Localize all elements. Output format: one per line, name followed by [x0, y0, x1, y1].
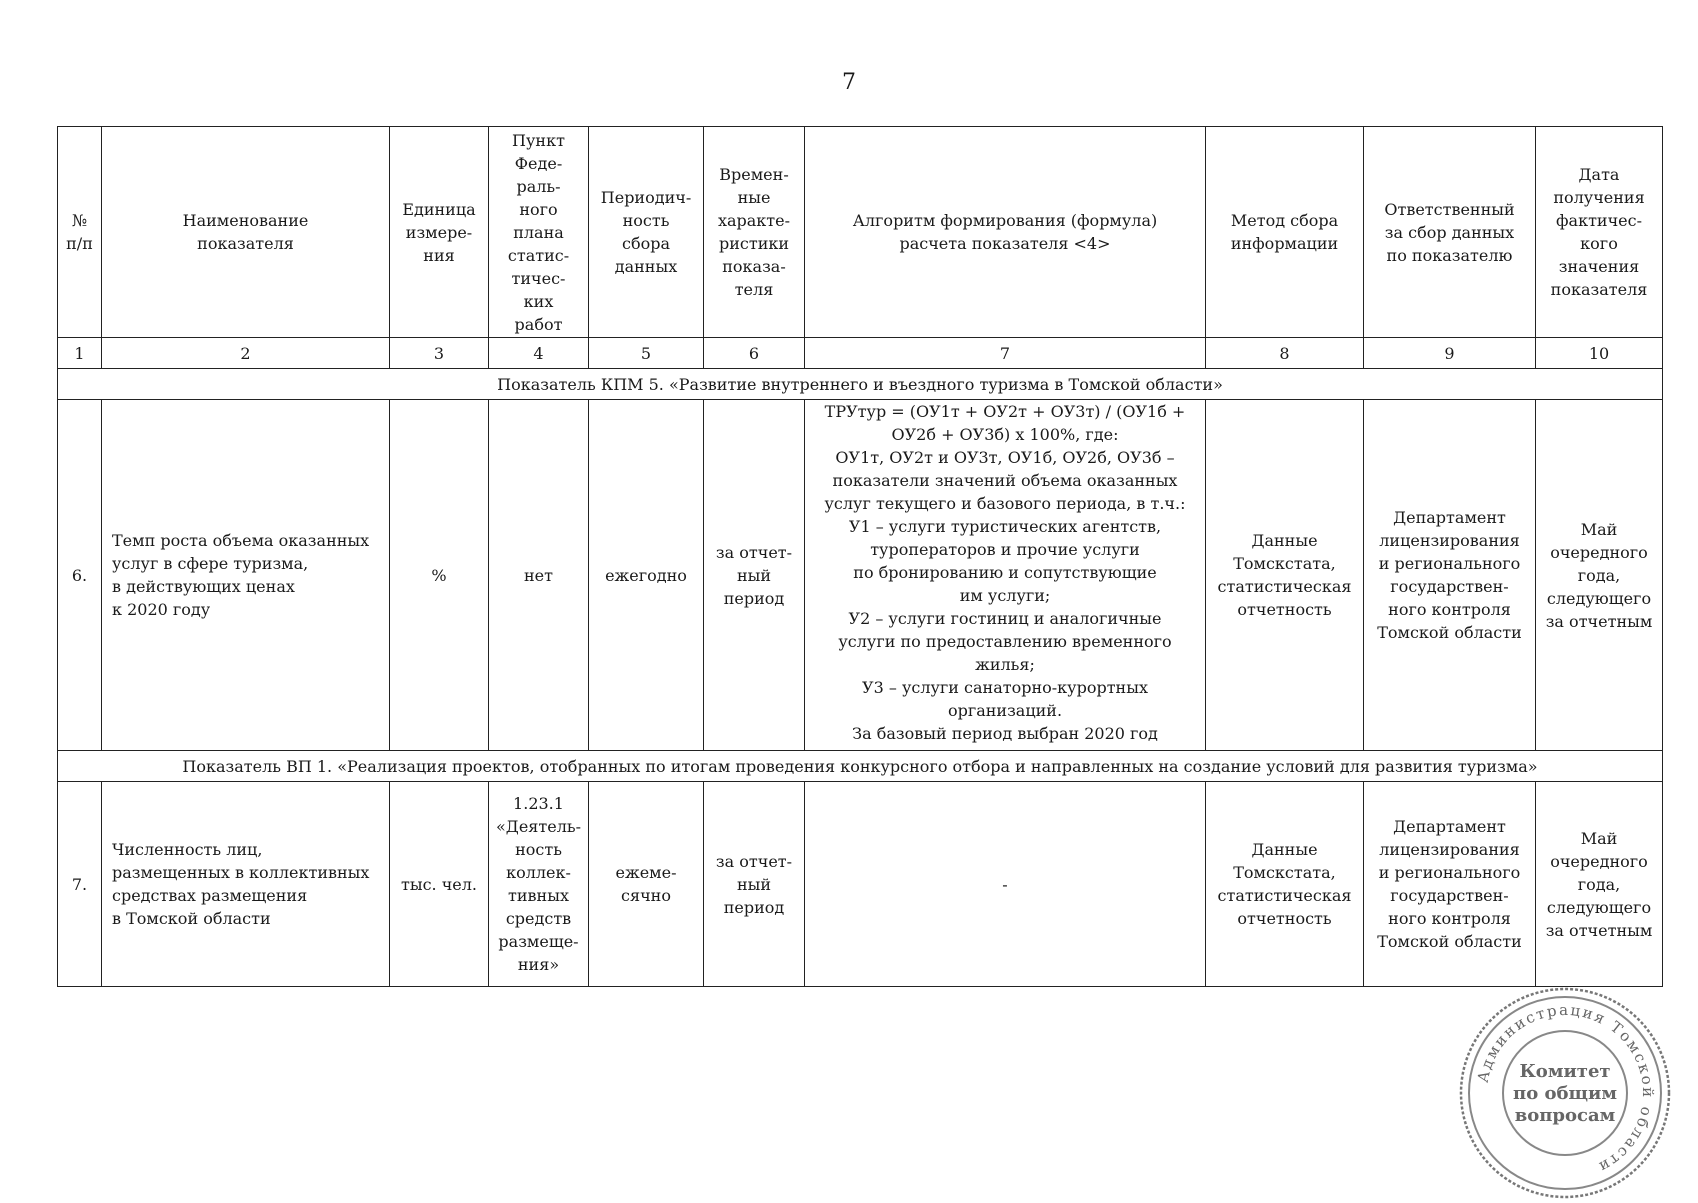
formula-line: организаций. [947, 701, 1063, 720]
header-text: Наименование показателя [182, 211, 309, 253]
column-number: 6 [704, 338, 805, 369]
column-number: 3 [390, 338, 489, 369]
stamp-seal [1455, 983, 1675, 1203]
section-row-vp1 [58, 751, 1663, 782]
header-method [1206, 127, 1364, 338]
header-text: Дата получения фактичес- кого значения показателя [1550, 165, 1648, 299]
indicator-name: Темп роста объема оказанных услуг в сфере туризма, в действующих ценах к 2020 году [102, 400, 390, 751]
header-text: Единица измере- ния [402, 199, 476, 265]
time-characteristics-cell: за отчет- ный период [704, 400, 805, 751]
responsible-cell: Департамент лицензирования и регионального государствен- ного контроля Томской области [1364, 782, 1536, 987]
header-text: Ответственный за сбор данных по показателю [1384, 199, 1515, 265]
column-number: 1 [58, 338, 102, 369]
column-number: 10 [1536, 338, 1663, 369]
stamp-line: Комитет [1519, 1061, 1611, 1082]
formula-line: туроператоров и прочие услуги [870, 540, 1140, 559]
unit-cell: тыс. чел. [390, 782, 489, 987]
formula-line: им услуги; [959, 586, 1051, 605]
column-number: 7 [805, 338, 1206, 369]
formula-cell: - [805, 782, 1206, 987]
column-numbers-row [58, 338, 1663, 369]
formula-line: ТРУтур = (ОУ1т + ОУ2т + ОУ3т) / (ОУ1б + [824, 402, 1186, 421]
formula-line: услуг текущего и базового периода, в т.ч.: [824, 494, 1186, 513]
header-time-characteristics [704, 127, 805, 338]
header-text: Метод сбора информации [1230, 211, 1339, 253]
table-row [58, 400, 1663, 751]
header-unit [390, 127, 489, 338]
column-number: 5 [589, 338, 704, 369]
header-periodicity [589, 127, 704, 338]
stamp-line: по общим [1513, 1083, 1617, 1104]
header-name [102, 127, 390, 338]
header-formula [805, 127, 1206, 338]
header-text: № п/п [66, 211, 93, 253]
periodicity-cell: ежеме- сячно [589, 782, 704, 987]
table-row [58, 782, 1663, 987]
formula-line: показатели значений объема оказанных [832, 471, 1178, 490]
method-cell: Данные Томскстата, статистическая отчетность [1206, 400, 1364, 751]
periodicity-cell: ежегодно [589, 400, 704, 751]
column-number: 2 [102, 338, 390, 369]
header-date [1536, 127, 1663, 338]
indicator-name: Численность лиц, размещенных в коллективных средствах размещения в Томской области [102, 782, 390, 987]
formula-cell [805, 400, 1206, 751]
formula-line: услуги по предоставлению временного [838, 632, 1172, 651]
formula-line: У3 – услуги санаторно-курортных [862, 678, 1148, 697]
fsp-cell: 1.23.1 «Деятель- ность коллек- тивных средств размеще- ния» [489, 782, 589, 987]
header-row [58, 127, 1663, 338]
header-text: Периодич- ность сбора данных [600, 188, 692, 276]
formula-line: по бронированию и сопутствующие [853, 563, 1157, 582]
formula-line: ОУ1т, ОУ2т и ОУ3т, ОУ1б, ОУ2б, ОУ3б – [835, 448, 1175, 467]
date-cell: Май очередного года, следующего за отчетным [1536, 782, 1663, 987]
date-cell: Май очередного года, следующего за отчетным [1536, 400, 1663, 751]
row-number: 6. [58, 400, 102, 751]
section-title: Показатель ВП 1. «Реализация проектов, отобранных по итогам проведения конкурсного отбора и направленных на создание условий для развития туризма» [58, 751, 1663, 782]
column-number: 4 [489, 338, 589, 369]
row-number: 7. [58, 782, 102, 987]
formula-line: жилья; [975, 655, 1035, 674]
section-row-kpm5 [58, 369, 1663, 400]
indicators-table [57, 126, 1663, 987]
section-title: Показатель КПМ 5. «Развитие внутреннего и въездного туризма в Томской области» [58, 369, 1663, 400]
header-num [58, 127, 102, 338]
formula-line: У2 – услуги гостиниц и аналогичные [848, 609, 1162, 628]
header-text: Пункт Феде- раль- ного плана статис- тичес- ких работ [507, 130, 570, 334]
formula-line: У1 – услуги туристических агентств, [848, 517, 1162, 536]
stamp-line: вопросам [1514, 1105, 1616, 1126]
fsp-cell: нет [489, 400, 589, 751]
header-responsible [1364, 127, 1536, 338]
unit-cell: % [390, 400, 489, 751]
page-number: 7 [842, 70, 856, 95]
time-characteristics-cell: за отчет- ный период [704, 782, 805, 987]
header-text: Алгоритм формирования (формула) расчета показателя <4> [852, 211, 1158, 253]
header-text: Времен- ные характе- ристики показа- теля [717, 165, 791, 299]
formula-line: За базовый период выбран 2020 год [852, 724, 1158, 743]
header-fsp [489, 127, 589, 338]
method-cell: Данные Томскстата, статистическая отчетность [1206, 782, 1364, 987]
column-number: 8 [1206, 338, 1364, 369]
stamp-ring-text: Администрация Томской области [1473, 1000, 1658, 1178]
column-number: 9 [1364, 338, 1536, 369]
responsible-cell: Департамент лицензирования и регионального государствен- ного контроля Томской области [1364, 400, 1536, 751]
formula-line: ОУ2б + ОУ3б) x 100%, где: [891, 425, 1119, 444]
official-stamp [1455, 983, 1675, 1203]
